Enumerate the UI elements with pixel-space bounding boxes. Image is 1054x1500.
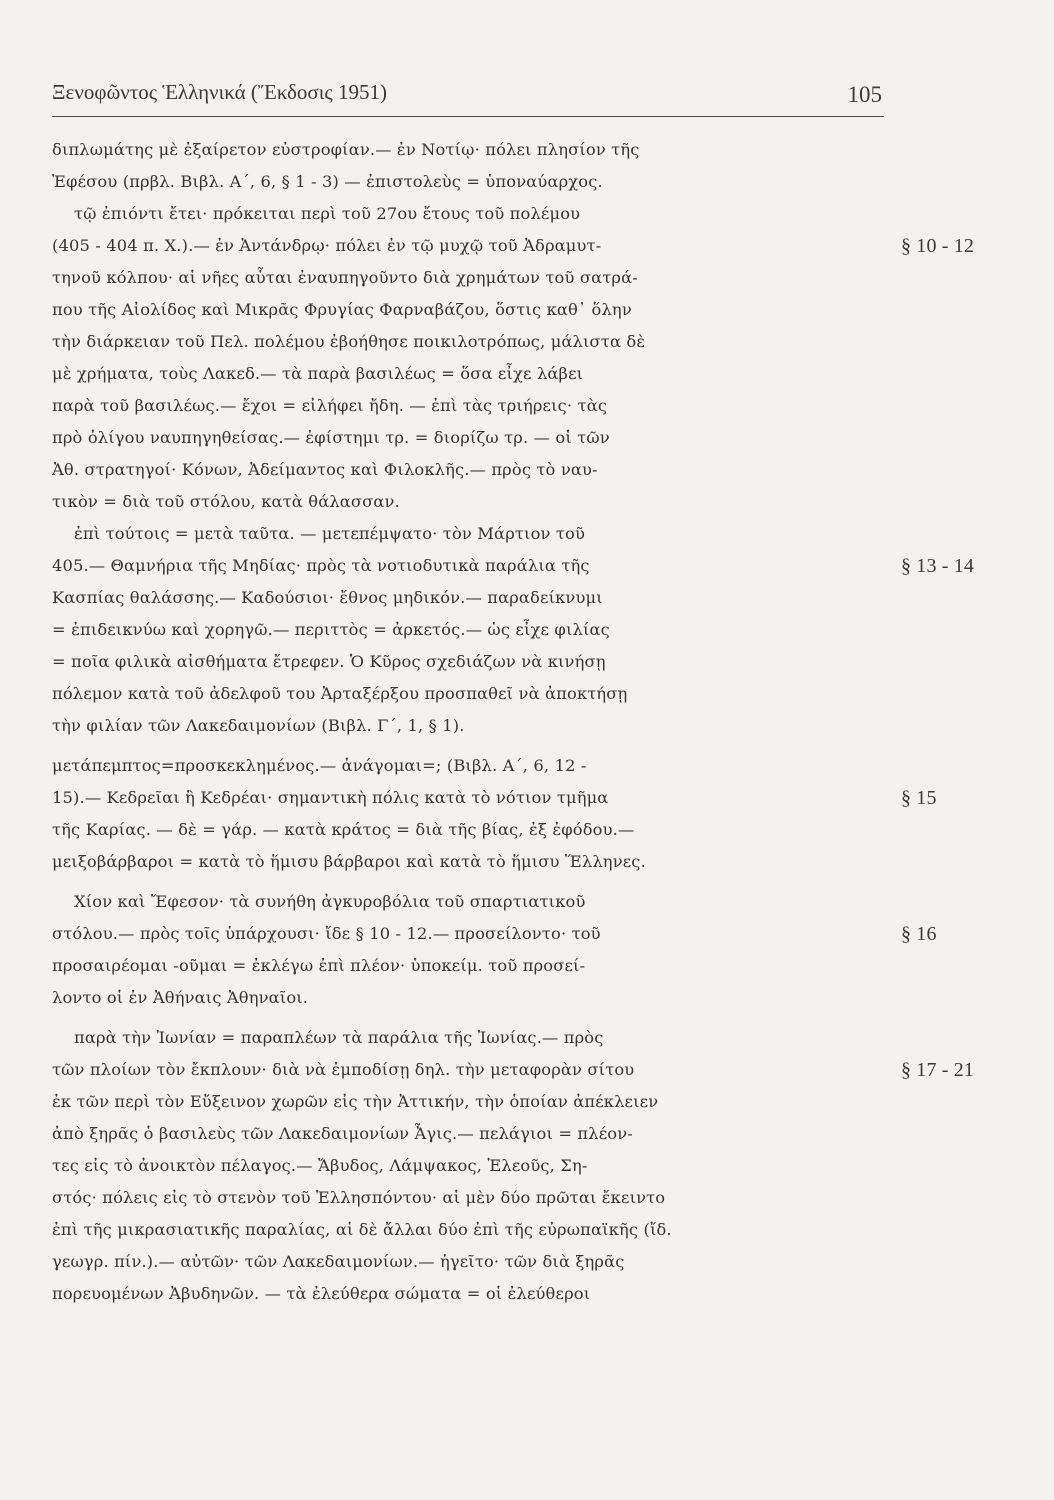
text-line: διπλωμάτης μὲ ἐξαίρετον εὐστροφίαν.— ἐν Νοτίῳ· πόλει πλησίον τῆς [52, 140, 640, 159]
text-line: που τῆς Αἰολίδος καὶ Μικρᾶς Φρυγίας Φαρναβάζου, ὅστις καθ᾽ ὅλην [52, 300, 632, 319]
text-line: γεωγρ. πίν.).— αὐτῶν· τῶν Λακεδαιμονίων.— ἡγεῖτο· τῶν διὰ ξηρᾶς [52, 1252, 625, 1271]
text-line: προσαιρέομαι -οῦμαι = ἐκλέγω ἐπὶ πλέον· ὑποκείμ. τοῦ προσεί- [52, 956, 586, 975]
text-line: Ἀθ. στρατηγοί· Κόνων, Ἀδείμαντος καὶ Φιλοκλῆς.— πρὸς τὸ ναυ- [52, 460, 598, 479]
text-line: ἐκ τῶν περὶ τὸν Εὔξεινον χωρῶν εἰς τὴν Ἀττικήν, τὴν ὁποίαν ἀπέκλειεν [52, 1092, 659, 1111]
text-line: (405 - 404 π. Χ.).— ἐν Ἀντάνδρῳ· πόλει ἐν τῷ μυχῷ τοῦ Ἀδραμυτ- [52, 236, 602, 255]
text-line: ἀπὸ ξηρᾶς ὁ βασιλεὺς τῶν Λακεδαιμονίων Ἆγις.— πελάγιοι = πλέον- [52, 1124, 633, 1143]
text-line: = ποῖα φιλικὰ αἰσθήματα ἔτρεφεν. Ὁ Κῦρος σχεδιάζων νὰ κινήσῃ [52, 652, 606, 671]
text-line: στός· πόλεις εἰς τὸ στενὸν τοῦ Ἑλλησπόντου· αἱ μὲν δύο πρῶται ἔκειντο [52, 1188, 666, 1207]
text-line: πορευομένων Ἀβυδηνῶν. — τὰ ἐλεύθερα σώματα = οἱ ἐλεύθεροι [52, 1284, 591, 1303]
section-ref: § 15 [901, 787, 937, 809]
text-line: τῶν πλοίων τὸν ἔκπλουν· διὰ νὰ ἐμποδίσῃ δηλ. τὴν μεταφορὰν σίτου [52, 1060, 635, 1079]
text-line: μειξοβάρβαροι = κατὰ τὸ ἥμισυ βάρβαροι καὶ κατὰ τὸ ἥμισυ Ἕλληνες. [52, 852, 646, 871]
text-line: τες εἰς τὸ ἀνοικτὸν πέλαγος.— Ἄβυδος, Λάμψακος, Ἐλεοῦς, Ση- [52, 1156, 588, 1175]
text-line: τὴν διάρκειαν τοῦ Πελ. πολέμου ἐβοήθησε ποικιλοτρόπως, μάλιστα δὲ [52, 332, 646, 351]
text-line: τῆς Καρίας. — δὲ = γάρ. — κατὰ κράτος = διὰ τῆς βίας, ἐξ ἐφόδου.— [52, 820, 635, 839]
text-line: στόλου.— πρὸς τοῖς ὑπάρχουσι· ἴδε § 10 - 12.— προσείλοντο· τοῦ [52, 924, 601, 943]
page-number: 105 [847, 82, 882, 107]
text-line: παρὰ τὴν Ἰωνίαν = παραπλέων τὰ παράλια τῆς Ἰωνίας.— πρὸς § 17 - 21 [52, 1022, 892, 1054]
text-line: παρὰ τοῦ βασιλέως.— ἔχοι = εἰλήφει ἤδη. — ἐπὶ τὰς τριήρεις· τὰς [52, 396, 608, 415]
text-line: πρὸ ὀλίγου ναυπηγηθείσας.— ἐφίστημι τρ. = διορίζω τρ. — οἱ τῶν [52, 428, 610, 447]
text-line: τῷ ἐπιόντι ἔτει· πρόκειται περὶ τοῦ 27ου ἔτους τοῦ πολέμου § 10 - 12 [52, 198, 892, 230]
text-line: Ἐφέσου (πρβλ. Βιβλ. Α΄, 6, § 1 - 3) — ἐπιστολεὺς = ὑποναύαρχος. [52, 172, 603, 191]
section-ref: § 17 - 21 [901, 1059, 975, 1081]
text-line: 15).— Κεδρεῖαι ἢ Κεδρέαι· σημαντικὴ πόλις κατὰ τὸ νότιον τμῆμα [52, 788, 609, 807]
text-line: ἐπὶ τῆς μικρασιατικῆς παραλίας, αἱ δὲ ἄλλαι δύο ἐπὶ τῆς εὐρωπαϊκῆς (ἴδ. [52, 1220, 672, 1239]
text-line: Κασπίας θαλάσσης.— Καδούσιοι· ἔθνος μηδικόν.— παραδείκνυμι [52, 588, 603, 607]
text-line: λοντο οἱ ἐν Ἀθήναις Ἀθηναῖοι. [52, 988, 309, 1007]
page-header [52, 80, 884, 117]
text-line: τικὸν = διὰ τοῦ στόλου, κατὰ θάλασσαν. [52, 492, 400, 511]
text-line: τὴν φιλίαν τῶν Λακεδαιμονίων (Βιβλ. Γ΄, 1, § 1). [52, 716, 465, 735]
section-ref: § 16 [901, 923, 937, 945]
running-title: Ξενοφῶντος Ἑλληνικά (Ἔκδοσις 1951) [52, 80, 387, 104]
text-line: ἐπὶ τούτοις = μετὰ ταῦτα. — μετεπέμψατο· τὸν Μάρτιον τοῦ § 13 - 14 [52, 518, 892, 550]
text-line: τηνοῦ κόλπου· αἱ νῆες αὗται ἐναυπηγοῦντο διὰ χρημάτων τοῦ σατρά- [52, 268, 638, 287]
text-line: Χίον καὶ Ἔφεσον· τὰ συνήθη ἀγκυροβόλια τοῦ σπαρτιατικοῦ § 16 [52, 886, 892, 918]
text-line: μετάπεμπτος=προσκεκλημένος.— ἀνάγομαι=; (Βιβλ. Α΄, 6, 12 - § 15 [52, 750, 892, 782]
text-line: 405.— Θαμνήρια τῆς Μηδίας· πρὸς τὰ νοτιοδυτικὰ παράλια τῆς [52, 556, 590, 575]
section-ref: § 10 - 12 [901, 235, 975, 257]
section-ref: § 13 - 14 [901, 555, 975, 577]
text-line: = ἐπιδεικνύω καὶ χορηγῶ.— περιττὸς = ἀρκετός.— ὡς εἶχε φιλίας [52, 620, 610, 639]
text-line: πόλεμον κατὰ τοῦ ἀδελφοῦ του Ἀρταξέρξου προσπαθεῖ νὰ ἀποκτήσῃ [52, 684, 628, 703]
commentary-text [52, 134, 975, 1310]
text-line: μὲ χρήματα, τοὺς Λακεδ.— τὰ παρὰ βασιλέως = ὅσα εἶχε λάβει [52, 364, 584, 383]
